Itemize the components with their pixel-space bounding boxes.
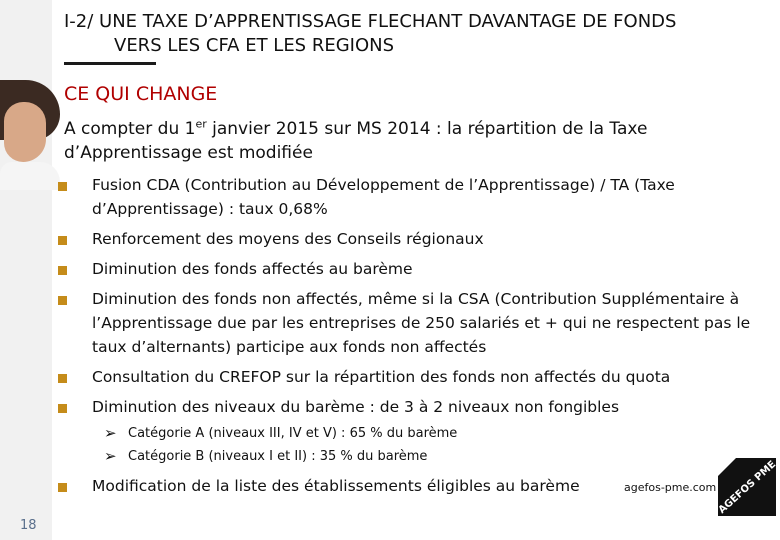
bullet-square-icon bbox=[58, 483, 67, 492]
bullet-square-icon bbox=[58, 182, 67, 191]
logo-text: AGEFOS PME bbox=[716, 458, 778, 516]
sub-bullet-list bbox=[104, 422, 457, 468]
sub-bullet-item bbox=[104, 445, 457, 468]
agefos-logo bbox=[718, 458, 776, 516]
bullet-text: Consultation du CREFOP sur la répartition des fonds non affectés du quota bbox=[92, 368, 671, 386]
sub-bullet-item bbox=[104, 422, 457, 445]
section-label: CE QUI CHANGE bbox=[64, 83, 218, 105]
page-number: 18 bbox=[20, 518, 37, 533]
bullet-item bbox=[56, 257, 770, 281]
arrow-right-icon: ➢ bbox=[104, 447, 117, 465]
bullet-list bbox=[56, 173, 770, 425]
bullet-square-icon bbox=[58, 374, 67, 383]
footer-url: agefos-pme.com bbox=[624, 481, 717, 494]
bullet-item bbox=[56, 395, 770, 419]
sub-bullet-text: Catégorie B (niveaux I et II) : 35 % du barème bbox=[128, 449, 428, 464]
bullet-item bbox=[56, 227, 770, 251]
bullet-square-icon bbox=[58, 266, 67, 275]
bullet-square-icon bbox=[58, 404, 67, 413]
woman-photo bbox=[0, 80, 60, 190]
bullet-text: Renforcement des moyens des Conseils régionaux bbox=[92, 230, 484, 248]
intro-text-start: A compter du 1 bbox=[64, 119, 196, 139]
bullet-square-icon bbox=[58, 236, 67, 245]
bullet-item bbox=[56, 365, 770, 389]
bullet-item bbox=[56, 173, 770, 221]
slide-title bbox=[64, 10, 764, 58]
bullet-square-icon bbox=[58, 296, 67, 305]
title-line-2: VERS LES CFA ET LES REGIONS bbox=[114, 35, 395, 56]
bullet-text: Diminution des fonds non affectés, même si la CSA (Contribution Supplémentaire à l’Apprentissage due par les entreprises de 250 salariés et + qui ne respectent pas le taux d’alternants) participe aux fonds non affectés bbox=[92, 290, 751, 356]
bullet-text: Diminution des fonds affectés au barème bbox=[92, 260, 413, 278]
bullet-text: Fusion CDA (Contribution au Développement de l’Apprentissage) / TA (Taxe d’Apprentissage) : taux 0,68% bbox=[92, 176, 675, 218]
intro-paragraph bbox=[64, 117, 754, 165]
title-underline bbox=[64, 62, 156, 65]
arrow-right-icon: ➢ bbox=[104, 424, 117, 442]
sub-bullet-text: Catégorie A (niveaux III, IV et V) : 65 % du barème bbox=[128, 426, 458, 441]
bullet-item bbox=[56, 287, 770, 359]
intro-superscript: er bbox=[195, 117, 207, 131]
intro-text-end: janvier 2015 sur MS 2014 : la répartition de la Taxe d’Apprentissage est modifiée bbox=[64, 119, 648, 163]
title-line-1: I-2/ UNE TAXE D’APPRENTISSAGE FLECHANT DAVANTAGE DE FONDS bbox=[64, 11, 677, 32]
bullet-text: Modification de la liste des établissements éligibles au barème bbox=[92, 477, 580, 495]
bullet-text: Diminution des niveaux du barème : de 3 à 2 niveaux non fongibles bbox=[92, 398, 620, 416]
